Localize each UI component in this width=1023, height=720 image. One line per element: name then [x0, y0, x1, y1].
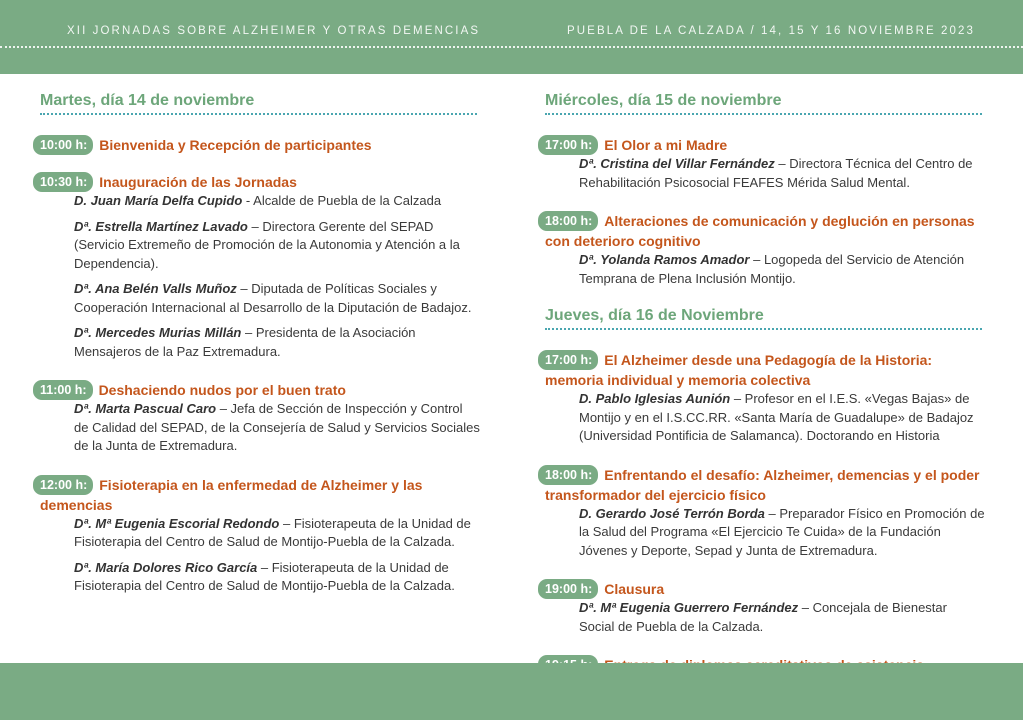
- speaker-line: [74, 192, 480, 211]
- session-title: El Olor a mi Madre: [604, 137, 728, 153]
- session-title: Inauguración de las Jornadas: [99, 174, 297, 190]
- speaker-name: Dª. María Dolores Rico García: [74, 559, 258, 575]
- speaker-name: D. Juan María Delfa Cupido: [74, 193, 243, 208]
- time-badge: 11:00 h:: [33, 380, 93, 400]
- right-column: [545, 92, 985, 692]
- speaker-line: [579, 599, 985, 636]
- agenda-item: [40, 475, 480, 596]
- speaker-line: [579, 251, 985, 288]
- agenda-item-title: [545, 465, 985, 505]
- header-dotted-divider: [0, 46, 1023, 48]
- session-title: El Alzheimer desde una Pedagogía de la Historia: memoria individual y memoria colectiva: [545, 352, 933, 388]
- agenda-item: [545, 465, 985, 561]
- day-heading: Martes, día 14 de noviembre: [40, 92, 477, 115]
- speaker-line: [579, 390, 985, 446]
- speaker-name: Dª. Cristina del Villar Fernández: [579, 156, 775, 171]
- agenda-item-title: [545, 211, 985, 251]
- speaker-name: Dª. Yolanda Ramos Amador: [579, 252, 750, 267]
- speaker-name: D. Pablo Iglesias Aunión: [579, 391, 731, 406]
- speaker-role: – Presidenta de la Asociación Mensajeros de la Paz Extremadura.: [74, 325, 416, 359]
- speaker-role: – Fisioterapeuta de la Unidad de Fisioterapia del Centro de Salud de Montijo-Puebla de la Calzada.: [74, 559, 455, 593]
- speaker-name: D. Gerardo José Terrón Borda: [579, 505, 765, 521]
- speaker-name: Dª. Mª Eugenia Escorial Redondo: [74, 515, 280, 531]
- agenda-item-title: [545, 135, 985, 155]
- speaker-line: [579, 155, 985, 192]
- header-bar: [0, 0, 1023, 74]
- time-badge: 18:00 h:: [538, 465, 598, 485]
- speaker-role: – Concejala de Bienestar Social de Puebla de la Calzada.: [579, 600, 947, 634]
- speaker-line: [74, 280, 480, 317]
- speaker-role: – Jefa de Sección de Inspección y Control de Calidad del SEPAD, de la Consejería de Salud y Servicios Sociales de la Junta de Extremadura.: [74, 401, 480, 453]
- time-badge: 18:00 h:: [538, 211, 598, 231]
- speaker-line: [74, 324, 480, 361]
- agenda-item: [545, 135, 985, 192]
- time-badge: 17:00 h:: [538, 350, 598, 370]
- session-title: Fisioterapia en la enfermedad de Alzheimer y las demencias: [40, 476, 423, 513]
- speaker-name: Dª. Estrella Martínez Lavado: [74, 218, 248, 234]
- day-section: [40, 92, 480, 596]
- day-section: [545, 307, 985, 675]
- day-heading: Miércoles, día 15 de noviembre: [545, 92, 982, 115]
- agenda-item: [40, 135, 480, 155]
- speaker-role: – Logopeda del Servicio de Atención Temprana de Plena Inclusión Montijo.: [579, 252, 965, 286]
- header-place-date: PUEBLA DE LA CALZADA / 14, 15 Y 16 NOVIEMBRE 2023: [567, 25, 976, 37]
- time-badge: 12:00 h:: [33, 475, 93, 495]
- speaker-role: – Directora Gerente del SEPAD (Servicio Extremeño de Promoción de la Autonomia y Atención a la Dependencia).: [74, 218, 460, 271]
- agenda-item: [40, 380, 480, 456]
- speaker-line: [74, 559, 480, 596]
- session-title: Deshaciendo nudos por el buen trato: [98, 382, 346, 398]
- speaker-name: Dª. Mercedes Murias Millán: [74, 325, 242, 340]
- session-title: Enfrentando el desafío: Alzheimer, demencias y el poder transformador del ejercicio físico: [545, 466, 980, 503]
- speaker-line: [74, 515, 480, 552]
- day-heading: Jueves, día 16 de Noviembre: [545, 307, 982, 330]
- agenda-item: [545, 579, 985, 636]
- time-badge: 19:00 h:: [538, 579, 598, 599]
- agenda-item-title: [40, 135, 480, 155]
- speaker-role: – Diputada de Políticas Sociales y Cooperación Internacional al Desarrollo de la Diputación de Badajoz.: [74, 281, 472, 315]
- header-event-title: XII JORNADAS SOBRE ALZHEIMER Y OTRAS DEMENCIAS: [67, 25, 481, 37]
- agenda-item: [545, 211, 985, 288]
- speaker-line: [74, 400, 480, 456]
- agenda-item-title: [545, 579, 985, 599]
- speaker-line: [74, 218, 480, 274]
- speaker-line: [579, 505, 985, 561]
- footer-bar: [0, 663, 1023, 720]
- speaker-role: – Preparador Físico en Promoción de la Salud del Programa «El Ejercicio Te Cuida» de la Fundación Jóvenes y Deporte, Sepad y Junta de Extremadura.: [579, 505, 985, 558]
- left-column: [40, 92, 480, 615]
- speaker-role: - Alcalde de Puebla de la Calzada: [242, 193, 442, 208]
- session-title: Alteraciones de comunicación y deglución en personas con deterioro cognitivo: [545, 213, 975, 249]
- session-title: Clausura: [604, 581, 665, 597]
- agenda-item: [545, 350, 985, 446]
- speaker-role: – Fisioterapeuta de la Unidad de Fisioterapia del Centro de Salud de Montijo-Puebla de la Calzada.: [74, 515, 471, 549]
- agenda-item-title: [40, 172, 480, 192]
- speaker-name: Dª. Mª Eugenia Guerrero Fernández: [579, 600, 799, 615]
- speaker-role: – Directora Técnica del Centro de Rehabilitación Psicosocial FEAFES Mérida Salud Mental.: [579, 156, 973, 190]
- time-badge: 10:00 h:: [33, 135, 93, 155]
- speaker-name: Dª. Marta Pascual Caro: [74, 401, 217, 416]
- session-title: Bienvenida y Recepción de participantes: [99, 137, 372, 153]
- speaker-role: – Profesor en el I.E.S. «Vegas Bajas» de Montijo y en el I.S.CC.RR. «Santa María de Guadalupe» de Badajoz (Universidad Pontificia de Salamanca). Doctorando en Historia: [579, 391, 974, 443]
- agenda-item: [40, 172, 480, 361]
- day-section: [545, 92, 985, 288]
- time-badge: 10:30 h:: [33, 172, 93, 192]
- agenda-item-title: [545, 350, 985, 390]
- speaker-name: Dª. Ana Belén Valls Muñoz: [74, 281, 237, 296]
- time-badge: 17:00 h:: [538, 135, 598, 155]
- agenda-item-title: [40, 380, 480, 400]
- agenda-item-title: [40, 475, 480, 515]
